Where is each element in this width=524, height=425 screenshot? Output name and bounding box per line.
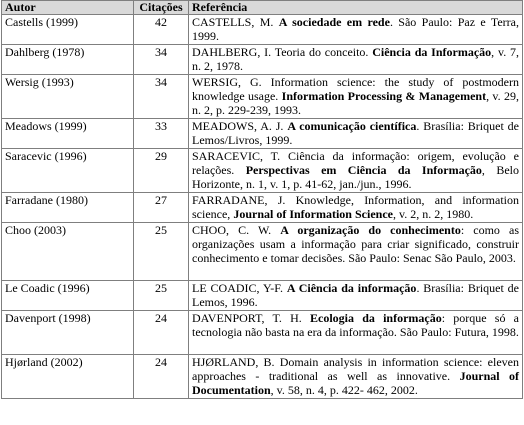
reference-title: Ciência da Informação <box>372 45 492 59</box>
cell-autor: Farradane (1980) <box>2 193 134 223</box>
cell-referencia <box>189 119 523 149</box>
table-header <box>2 1 523 15</box>
cell-referencia <box>189 15 523 45</box>
header-row <box>2 1 523 15</box>
cell-citacoes: 24 <box>134 355 189 399</box>
cell-citacoes: 34 <box>134 75 189 119</box>
reference-title: A Ciência da informação <box>286 281 417 295</box>
reference-text: DAHLBERG, I. Teoria do conceito. <box>192 45 373 59</box>
reference-text: , v. 2, n. 2, 1980. <box>392 207 474 221</box>
cell-autor: Castells (1999) <box>2 15 134 45</box>
reference-title: Ecologia da informação <box>310 311 442 325</box>
table-row <box>2 15 523 45</box>
table-row <box>2 149 523 193</box>
citations-table <box>1 0 523 399</box>
reference-text: LE COADIC, Y-F. <box>192 281 287 295</box>
reference-text: DAVENPORT, T. H. <box>192 311 311 325</box>
header-citacoes: Citações <box>134 1 189 15</box>
table-body <box>2 15 523 399</box>
cell-autor: Meadows (1999) <box>2 119 134 149</box>
cell-referencia <box>189 75 523 119</box>
reference-title: A organização do conhecimento <box>280 223 461 237</box>
cell-citacoes: 25 <box>134 223 189 281</box>
reference-title: Information Processing & Management <box>281 89 487 103</box>
reference-title: A comunicação científica <box>287 119 417 133</box>
cell-autor: Le Coadic (1996) <box>2 281 134 311</box>
table-row <box>2 45 523 75</box>
cell-citacoes: 24 <box>134 311 189 355</box>
reference-text: , v. 7, n. 2, 1978. <box>192 45 519 73</box>
reference-title: Journal of Documentation <box>192 369 519 397</box>
table-row <box>2 355 523 399</box>
table-row <box>2 281 523 311</box>
reference-title: Perspectivas em Ciência da Informação <box>245 163 482 177</box>
cell-autor: Wersig (1993) <box>2 75 134 119</box>
reference-text: CASTELLS, M. <box>192 15 279 29</box>
cell-autor: Saracevic (1996) <box>2 149 134 193</box>
table-row <box>2 119 523 149</box>
cell-citacoes: 27 <box>134 193 189 223</box>
cell-referencia <box>189 281 523 311</box>
reference-text: SARACEVIC, T. Ciência da informação: origem, evolução e relações. <box>192 149 519 177</box>
cell-citacoes: 34 <box>134 45 189 75</box>
cell-citacoes: 42 <box>134 15 189 45</box>
cell-autor: Hjørland (2002) <box>2 355 134 399</box>
table-row <box>2 311 523 355</box>
cell-referencia <box>189 193 523 223</box>
cell-referencia <box>189 149 523 193</box>
cell-citacoes: 29 <box>134 149 189 193</box>
reference-text: FARRADANE, J. Knowledge, Information, and information science, <box>192 193 519 221</box>
reference-text: HJØRLAND, B. Domain analysis in information science: eleven approaches - traditional as well as innovative. <box>192 355 519 383</box>
cell-autor: Choo (2003) <box>2 223 134 281</box>
cell-referencia <box>189 223 523 281</box>
reference-text: . São Paulo: Paz e Terra, 1999. <box>192 15 519 43</box>
reference-title: A sociedade em rede <box>278 15 390 29</box>
reference-text: , v. 58, n. 4, p. 422- 462, 2002. <box>270 383 418 397</box>
cell-citacoes: 25 <box>134 281 189 311</box>
header-referencia: Referência <box>189 1 523 15</box>
reference-text: , Belo Horizonte, n. 1, v. 1, p. 41-62, jan./jun., 1996. <box>192 163 519 191</box>
reference-text: MEADOWS, A. J. <box>192 119 288 133</box>
cell-autor: Davenport (1998) <box>2 311 134 355</box>
reference-title: Journal of Information Science <box>233 207 393 221</box>
cell-autor: Dahlberg (1978) <box>2 45 134 75</box>
header-autor: Autor <box>2 1 134 15</box>
reference-text: . Brasília: Briquet de Lemos, 1996. <box>192 281 519 309</box>
table-row <box>2 223 523 281</box>
cell-referencia <box>189 311 523 355</box>
cell-referencia <box>189 45 523 75</box>
table-row <box>2 75 523 119</box>
cell-referencia <box>189 355 523 399</box>
reference-text: WERSIG, G. Information science: the study of postmodern knowledge usage. <box>192 75 519 103</box>
cell-citacoes: 33 <box>134 119 189 149</box>
reference-text: , v. 29, n. 2, p. 229-239, 1993. <box>192 89 519 117</box>
reference-text: CHOO, C. W. <box>192 223 281 237</box>
reference-text: : porque só a tecnologia não basta na era da informação. São Paulo: Futura, 1998. <box>192 311 520 339</box>
reference-text: : como as organizações usam a informação para criar significado, construir conhecimento e tomar decisões. São Paulo: Senac São Paulo, 2003. <box>192 223 519 265</box>
table-row <box>2 193 523 223</box>
reference-text: . Brasília: Briquet de Lemos/Livros, 1999. <box>192 119 520 147</box>
